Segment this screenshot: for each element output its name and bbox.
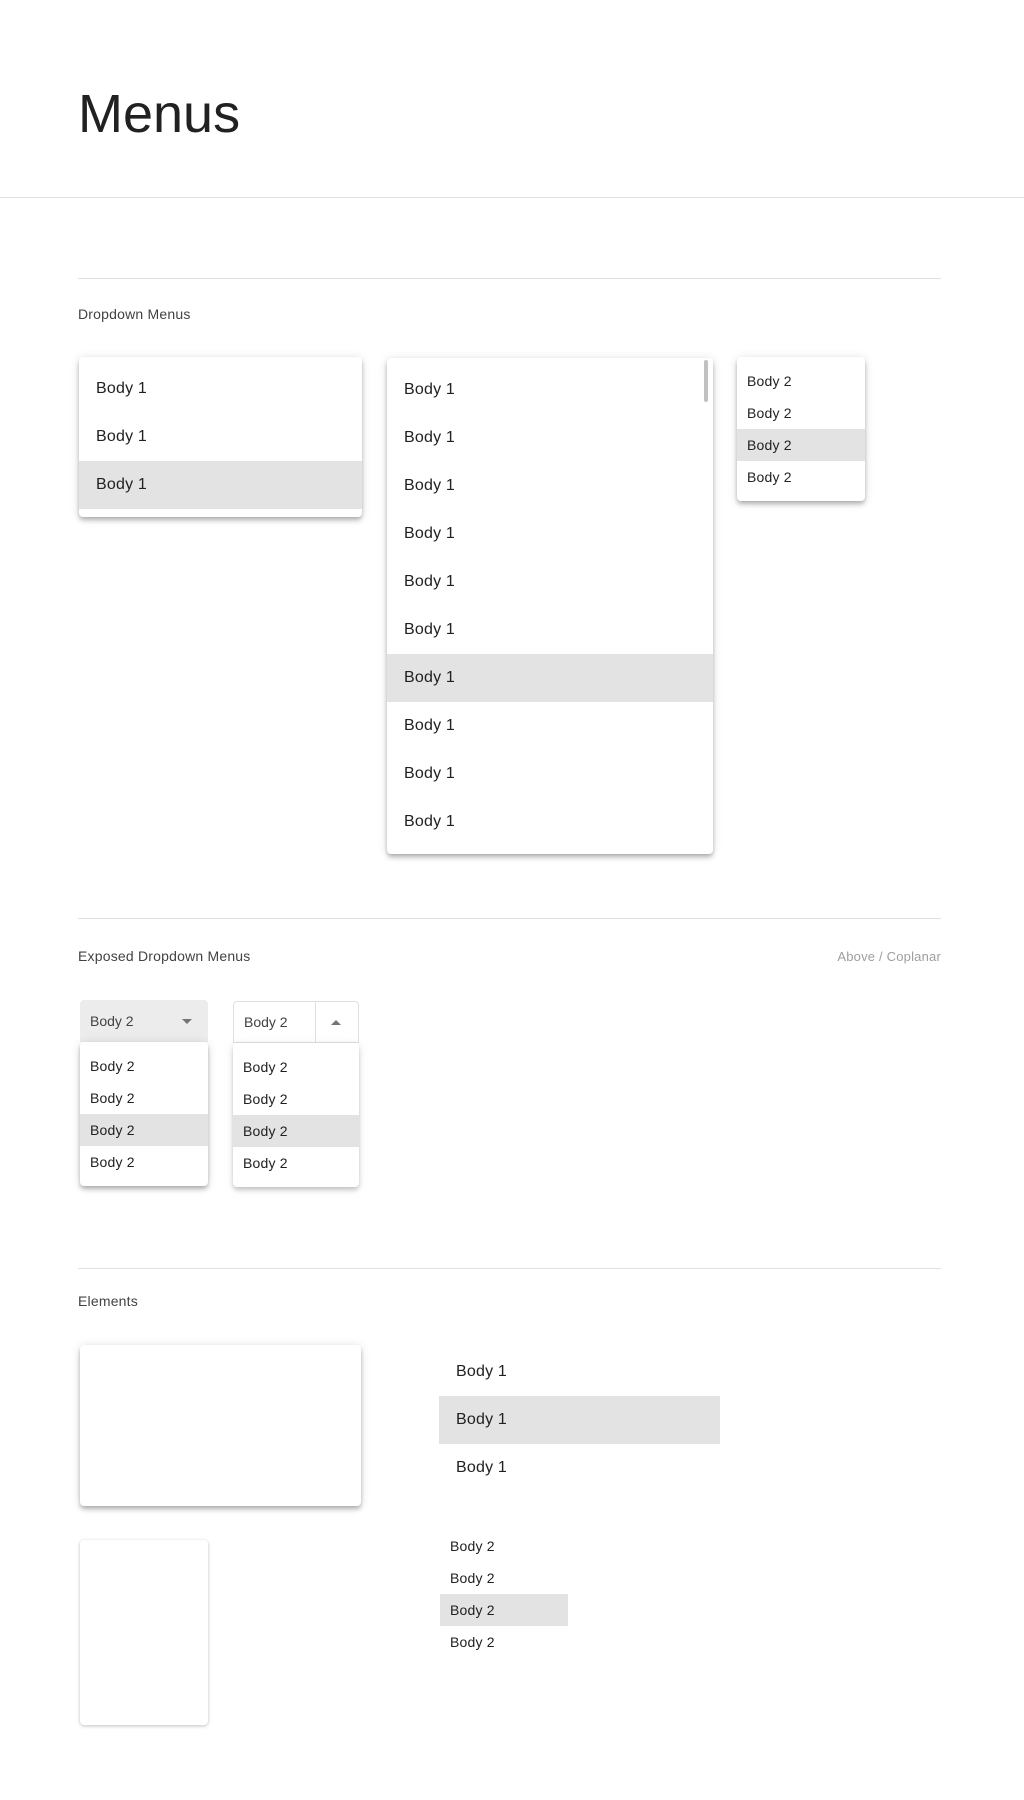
menu-item-list-dense <box>440 1530 568 1658</box>
section-divider <box>78 918 941 919</box>
menu-item[interactable]: Body 1 <box>404 621 456 638</box>
header-divider <box>0 197 1024 198</box>
arrow-drop-down-icon <box>182 1019 192 1024</box>
menu-item[interactable]: Body 2 <box>450 1538 495 1554</box>
exposed-menu-surface <box>80 1042 208 1186</box>
menu-item[interactable]: Body 2 <box>243 1155 288 1171</box>
menu-item[interactable]: Body 1 <box>404 477 456 494</box>
exposed-dropdown-value: Body 2 <box>90 1013 134 1029</box>
menu-surface-scrollable <box>387 358 713 854</box>
menu-item[interactable]: Body 2 <box>243 1091 288 1107</box>
exposed-menu-surface <box>233 1043 359 1187</box>
menu-item[interactable]: Body 2 <box>90 1154 135 1170</box>
page-title: Menus <box>78 84 241 144</box>
menu-item[interactable]: Body 2 <box>747 469 792 485</box>
section-title-elements: Elements <box>78 1293 138 1309</box>
exposed-dropdown-value: Body 2 <box>244 1014 288 1030</box>
exposed-dropdown-filled[interactable] <box>80 1000 208 1042</box>
menu-item-list <box>439 1348 720 1492</box>
scrollbar-thumb[interactable] <box>704 360 708 402</box>
menu-item[interactable]: Body 1 <box>404 429 456 446</box>
section-hint-above-coplanar: Above / Coplanar <box>837 949 941 964</box>
menu-item[interactable]: Body 1 <box>404 573 456 590</box>
menu-item[interactable]: Body 1 <box>404 717 456 734</box>
menu-item[interactable]: Body 1 <box>404 525 456 542</box>
section-divider <box>78 278 941 279</box>
menu-item[interactable]: Body 2 <box>90 1090 135 1106</box>
menu-item[interactable]: Body 2 <box>243 1059 288 1075</box>
menu-item[interactable]: Body 2 <box>440 1594 568 1626</box>
menu-item[interactable]: Body 2 <box>450 1570 495 1586</box>
menu-item[interactable]: Body 1 <box>96 428 148 445</box>
menu-item[interactable]: Body 1 <box>404 381 456 398</box>
empty-menu-surface-large <box>80 1345 361 1506</box>
menu-item[interactable]: Body 1 <box>456 1459 508 1476</box>
section-title-exposed-dropdown-menus: Exposed Dropdown Menus <box>78 948 251 964</box>
menu-item[interactable]: Body 2 <box>450 1634 495 1650</box>
menu-item[interactable]: Body 2 <box>80 1114 208 1146</box>
menu-item[interactable]: Body 1 <box>456 1363 508 1380</box>
menu-item[interactable]: Body 2 <box>747 373 792 389</box>
menu-item[interactable]: Body 1 <box>387 654 713 702</box>
menu-item[interactable]: Body 2 <box>747 405 792 421</box>
menu-item[interactable]: Body 1 <box>439 1396 720 1444</box>
menu-item[interactable]: Body 2 <box>90 1058 135 1074</box>
menu-item[interactable]: Body 1 <box>79 461 362 509</box>
empty-menu-surface-small <box>80 1540 208 1725</box>
menu-item[interactable]: Body 1 <box>96 380 148 397</box>
menu-item[interactable]: Body 1 <box>404 765 456 782</box>
menu-item[interactable]: Body 2 <box>233 1115 359 1147</box>
section-divider <box>78 1268 941 1269</box>
exposed-dropdown-outlined[interactable] <box>233 1001 359 1043</box>
menu-surface <box>79 357 362 517</box>
menu-item[interactable]: Body 1 <box>404 813 456 830</box>
arrow-drop-up-icon <box>331 1020 341 1025</box>
field-divider <box>315 1002 316 1042</box>
section-title-dropdown-menus: Dropdown Menus <box>78 306 191 322</box>
menu-surface-dense <box>737 357 865 501</box>
menu-item[interactable]: Body 2 <box>737 429 865 461</box>
